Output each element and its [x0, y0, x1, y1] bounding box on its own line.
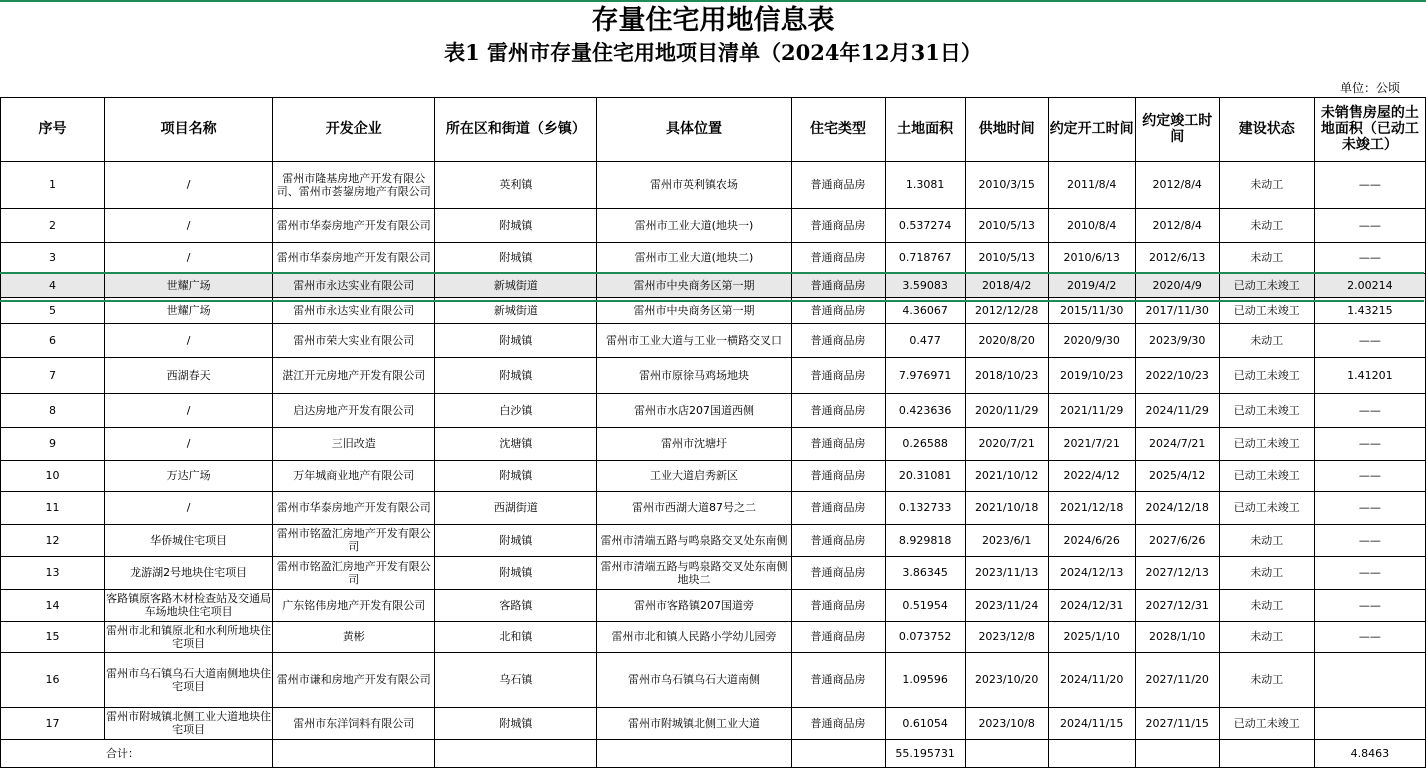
table-row: [1, 652, 1426, 707]
housing-type-cell[interactable]: 普通商品房: [791, 208, 885, 242]
unsold-area-cell[interactable]: [1314, 652, 1425, 707]
location-cell[interactable]: 雷州市附城镇北侧工业大道: [597, 707, 791, 739]
table-row: [1, 707, 1426, 739]
table-row: [1, 357, 1426, 393]
table-cell[interactable]: [791, 739, 885, 767]
construction-status-cell[interactable]: 已动工未竣工: [1219, 297, 1314, 323]
supply-date-cell[interactable]: 2018/10/23: [965, 357, 1048, 393]
header-cell[interactable]: 约定开工时间: [1048, 97, 1135, 161]
total-label[interactable]: 合计：: [1, 739, 273, 767]
district-cell[interactable]: 附城镇: [435, 242, 597, 273]
table-row: [1, 323, 1426, 357]
project-name-cell[interactable]: 万达广场: [105, 460, 273, 491]
row-number-cell[interactable]: 13: [1, 556, 105, 589]
project-name-cell[interactable]: 龙游湖2号地块住宅项目: [105, 556, 273, 589]
project-name-cell[interactable]: 雷州市乌石镇乌石大道南侧地块住宅项目: [105, 652, 273, 707]
district-cell[interactable]: 英利镇: [435, 161, 597, 208]
table-cell[interactable]: [273, 739, 435, 767]
row-number-cell[interactable]: 2: [1, 208, 105, 242]
start-date-cell[interactable]: 2021/12/18: [1048, 491, 1135, 524]
unsold-area-cell[interactable]: ——: [1314, 427, 1425, 460]
project-name-cell[interactable]: 西湖春天: [105, 357, 273, 393]
table-row: [1, 242, 1426, 273]
district-cell[interactable]: 附城镇: [435, 556, 597, 589]
land-area-cell[interactable]: 3.86345: [885, 556, 965, 589]
row-number-cell[interactable]: 7: [1, 357, 105, 393]
total-land-area[interactable]: 55.195731: [885, 739, 965, 767]
unit-row-cell: [1314, 79, 1425, 97]
location-cell[interactable]: 雷州市沈塘圩: [597, 427, 791, 460]
land-area-cell[interactable]: 0.51954: [885, 589, 965, 621]
page-subtitle: 表1 雷州市存量住宅用地项目清单（2024年12月31日）: [444, 40, 982, 65]
construction-status-cell[interactable]: 未动工: [1219, 161, 1314, 208]
unsold-area-cell[interactable]: ——: [1314, 524, 1425, 556]
location-cell[interactable]: 工业大道启秀新区: [597, 460, 791, 491]
completion-date-cell[interactable]: 2012/8/4: [1135, 208, 1219, 242]
construction-status-cell[interactable]: 未动工: [1219, 242, 1314, 273]
unsold-area-cell[interactable]: ——: [1314, 621, 1425, 652]
header-cell[interactable]: 建设状态: [1219, 97, 1314, 161]
location-cell[interactable]: 雷州市中央商务区第一期: [597, 273, 791, 297]
start-date-cell[interactable]: 2022/4/12: [1048, 460, 1135, 491]
supply-date-cell[interactable]: 2023/11/13: [965, 556, 1048, 589]
completion-date-cell[interactable]: 2025/4/12: [1135, 460, 1219, 491]
supply-date-cell[interactable]: 2023/6/1: [965, 524, 1048, 556]
housing-type-cell[interactable]: 普通商品房: [791, 621, 885, 652]
housing-type-cell[interactable]: 普通商品房: [791, 589, 885, 621]
housing-type-cell[interactable]: 普通商品房: [791, 242, 885, 273]
construction-status-cell[interactable]: 未动工: [1219, 621, 1314, 652]
row-number-cell[interactable]: 11: [1, 491, 105, 524]
unsold-area-cell[interactable]: ——: [1314, 242, 1425, 273]
supply-date-cell[interactable]: 2010/3/15: [965, 161, 1048, 208]
unit-row-cell: [1135, 79, 1219, 97]
developer-cell[interactable]: 雷州市永达实业有限公司: [273, 297, 435, 323]
table-body: [1, 161, 1426, 739]
developer-cell[interactable]: 启达房地产开发有限公司: [273, 393, 435, 427]
developer-cell[interactable]: 雷州市华泰房地产开发有限公司: [273, 208, 435, 242]
land-area-cell[interactable]: 0.26588: [885, 427, 965, 460]
supply-date-cell[interactable]: 2021/10/18: [965, 491, 1048, 524]
district-cell[interactable]: 附城镇: [435, 208, 597, 242]
header-cell[interactable]: 约定竣工时间: [1135, 97, 1219, 161]
row-number-cell[interactable]: 4: [1, 273, 105, 297]
start-date-cell[interactable]: 2019/4/2: [1048, 273, 1135, 297]
completion-date-cell[interactable]: 2012/8/4: [1135, 161, 1219, 208]
district-cell[interactable]: 附城镇: [435, 524, 597, 556]
unsold-area-cell[interactable]: 1.43215: [1314, 297, 1425, 323]
start-date-cell[interactable]: 2024/11/15: [1048, 707, 1135, 739]
completion-date-cell[interactable]: 2023/9/30: [1135, 323, 1219, 357]
construction-status-cell[interactable]: 未动工: [1219, 589, 1314, 621]
district-cell[interactable]: 附城镇: [435, 357, 597, 393]
unit-row-cell: [1, 79, 105, 97]
row-number-cell[interactable]: 10: [1, 460, 105, 491]
land-area-cell[interactable]: 3.59083: [885, 273, 965, 297]
row-number-cell[interactable]: 5: [1, 297, 105, 323]
location-cell[interactable]: 雷州市清端五路与鸣泉路交叉处东南侧: [597, 524, 791, 556]
supply-date-cell[interactable]: 2020/7/21: [965, 427, 1048, 460]
total-row: [1, 739, 1426, 767]
table-row: [1, 427, 1426, 460]
table-cell[interactable]: [965, 739, 1048, 767]
unsold-area-cell[interactable]: ——: [1314, 161, 1425, 208]
unit-row-cell: [273, 79, 435, 97]
district-cell[interactable]: 附城镇: [435, 323, 597, 357]
developer-cell[interactable]: 广东铭伟房地产开发有限公司: [273, 589, 435, 621]
construction-status-cell[interactable]: 未动工: [1219, 556, 1314, 589]
completion-date-cell[interactable]: 2027/6/26: [1135, 524, 1219, 556]
developer-cell[interactable]: 雷州市隆基房地产开发有限公司、雷州市荟鋆房地产有限公司: [273, 161, 435, 208]
supply-date-cell[interactable]: 2023/10/20: [965, 652, 1048, 707]
project-name-cell[interactable]: /: [105, 427, 273, 460]
land-area-cell[interactable]: 4.36067: [885, 297, 965, 323]
project-name-cell[interactable]: /: [105, 208, 273, 242]
row-number-cell[interactable]: 17: [1, 707, 105, 739]
table-cell[interactable]: [1048, 739, 1135, 767]
unsold-area-cell[interactable]: 1.41201: [1314, 357, 1425, 393]
unsold-area-cell[interactable]: ——: [1314, 589, 1425, 621]
unit-row-cell: [965, 79, 1048, 97]
housing-type-cell[interactable]: 普通商品房: [791, 323, 885, 357]
developer-cell[interactable]: 雷州市华泰房地产开发有限公司: [273, 491, 435, 524]
district-cell[interactable]: 新城街道: [435, 273, 597, 297]
supply-date-cell[interactable]: 2023/12/8: [965, 621, 1048, 652]
row-number-cell[interactable]: 15: [1, 621, 105, 652]
table-row: [1, 208, 1426, 242]
completion-date-cell[interactable]: 2012/6/13: [1135, 242, 1219, 273]
location-cell[interactable]: 雷州市原徐马鸡场地块: [597, 357, 791, 393]
district-cell[interactable]: 乌石镇: [435, 652, 597, 707]
row-number-cell[interactable]: 9: [1, 427, 105, 460]
developer-cell[interactable]: 雷州市荣大实业有限公司: [273, 323, 435, 357]
row-number-cell[interactable]: 14: [1, 589, 105, 621]
construction-status-cell[interactable]: 未动工: [1219, 524, 1314, 556]
table-row: [1, 273, 1426, 297]
project-name-cell[interactable]: 世耀广场: [105, 297, 273, 323]
developer-cell[interactable]: 湛江开元房地产开发有限公司: [273, 357, 435, 393]
supply-date-cell[interactable]: 2010/5/13: [965, 242, 1048, 273]
land-area-cell[interactable]: 0.423636: [885, 393, 965, 427]
construction-status-cell[interactable]: 已动工未竣工: [1219, 357, 1314, 393]
project-name-cell[interactable]: /: [105, 323, 273, 357]
table-cell[interactable]: [597, 739, 791, 767]
completion-date-cell[interactable]: 2024/7/21: [1135, 427, 1219, 460]
completion-date-cell[interactable]: 2027/11/15: [1135, 707, 1219, 739]
page-title: 存量住宅用地信息表: [591, 5, 835, 36]
developer-cell[interactable]: 雷州市铭盈汇房地产开发有限公司: [273, 524, 435, 556]
construction-status-cell[interactable]: 未动工: [1219, 652, 1314, 707]
location-cell[interactable]: 雷州市清端五路与鸣泉路交叉处东南侧地块二: [597, 556, 791, 589]
district-cell[interactable]: 沈塘镇: [435, 427, 597, 460]
developer-cell[interactable]: 三旧改造: [273, 427, 435, 460]
table-row: [1, 621, 1426, 652]
header-cell[interactable]: 开发企业: [273, 97, 435, 161]
housing-type-cell[interactable]: 普通商品房: [791, 652, 885, 707]
header-cell[interactable]: 所在区和街道（乡镇）: [435, 97, 597, 161]
project-name-cell[interactable]: /: [105, 393, 273, 427]
construction-status-cell[interactable]: 已动工未竣工: [1219, 393, 1314, 427]
table-row: [1, 161, 1426, 208]
construction-status-cell[interactable]: 已动工未竣工: [1219, 707, 1314, 739]
supply-date-cell[interactable]: 2020/11/29: [965, 393, 1048, 427]
developer-cell[interactable]: 雷州市铭盈汇房地产开发有限公司: [273, 556, 435, 589]
housing-type-cell[interactable]: 普通商品房: [791, 491, 885, 524]
completion-date-cell[interactable]: 2017/11/30: [1135, 297, 1219, 323]
construction-status-cell[interactable]: 已动工未竣工: [1219, 491, 1314, 524]
developer-cell[interactable]: 雷州市永达实业有限公司: [273, 273, 435, 297]
supply-date-cell[interactable]: 2023/11/24: [965, 589, 1048, 621]
data-table: [0, 79, 1426, 768]
land-area-cell[interactable]: 0.477: [885, 323, 965, 357]
header-cell[interactable]: 未销售房屋的土地面积（已动工未竣工）: [1314, 97, 1425, 161]
project-name-cell[interactable]: /: [105, 161, 273, 208]
location-cell[interactable]: 雷州市英利镇农场: [597, 161, 791, 208]
completion-date-cell[interactable]: 2027/12/13: [1135, 556, 1219, 589]
start-date-cell[interactable]: 2021/7/21: [1048, 427, 1135, 460]
project-name-cell[interactable]: 客路镇原客路木材检查站及交通局车场地块住宅项目: [105, 589, 273, 621]
housing-type-cell[interactable]: 普通商品房: [791, 161, 885, 208]
table-row: [1, 460, 1426, 491]
table-cell[interactable]: [435, 739, 597, 767]
construction-status-cell[interactable]: 已动工未竣工: [1219, 460, 1314, 491]
table-cell[interactable]: [1135, 739, 1219, 767]
housing-type-cell[interactable]: 普通商品房: [791, 707, 885, 739]
unit-row-cell: [791, 79, 885, 97]
start-date-cell[interactable]: 2019/10/23: [1048, 357, 1135, 393]
unsold-area-cell[interactable]: ——: [1314, 208, 1425, 242]
district-cell[interactable]: 西湖街道: [435, 491, 597, 524]
header-cell[interactable]: 具体位置: [597, 97, 791, 161]
developer-cell[interactable]: 雷州市谦和房地产开发有限公司: [273, 652, 435, 707]
start-date-cell[interactable]: 2024/6/26: [1048, 524, 1135, 556]
start-date-cell[interactable]: 2024/12/31: [1048, 589, 1135, 621]
developer-cell[interactable]: 雷州市东洋饲料有限公司: [273, 707, 435, 739]
unit-row-cell: [1219, 79, 1314, 97]
row-number-cell[interactable]: 8: [1, 393, 105, 427]
project-name-cell[interactable]: 雷州市附城镇北侧工业大道地块住宅项目: [105, 707, 273, 739]
unit-label: 单位：公顷: [1339, 81, 1400, 95]
unsold-area-cell[interactable]: ——: [1314, 491, 1425, 524]
land-area-cell[interactable]: 1.3081: [885, 161, 965, 208]
header-cell[interactable]: 供地时间: [965, 97, 1048, 161]
district-cell[interactable]: 白沙镇: [435, 393, 597, 427]
housing-type-cell[interactable]: 普通商品房: [791, 556, 885, 589]
housing-type-cell[interactable]: 普通商品房: [791, 460, 885, 491]
completion-date-cell[interactable]: 2028/1/10: [1135, 621, 1219, 652]
land-area-cell[interactable]: 20.31081: [885, 460, 965, 491]
developer-cell[interactable]: 雷州市华泰房地产开发有限公司: [273, 242, 435, 273]
developer-cell[interactable]: 万年城商业地产有限公司: [273, 460, 435, 491]
housing-type-cell[interactable]: 普通商品房: [791, 357, 885, 393]
row-number-cell[interactable]: 1: [1, 161, 105, 208]
row-number-cell[interactable]: 6: [1, 323, 105, 357]
construction-status-cell[interactable]: 已动工未竣工: [1219, 273, 1314, 297]
location-cell[interactable]: 雷州市中央商务区第一期: [597, 297, 791, 323]
header-cell[interactable]: 项目名称: [105, 97, 273, 161]
land-area-cell[interactable]: 7.976971: [885, 357, 965, 393]
location-cell[interactable]: 雷州市工业大道(地块一): [597, 208, 791, 242]
unit-row-cell: [1048, 79, 1135, 97]
start-date-cell[interactable]: 2015/11/30: [1048, 297, 1135, 323]
housing-type-cell[interactable]: 普通商品房: [791, 393, 885, 427]
row-number-cell[interactable]: 16: [1, 652, 105, 707]
header-cell[interactable]: 住宅类型: [791, 97, 885, 161]
supply-date-cell[interactable]: 2020/8/20: [965, 323, 1048, 357]
start-date-cell[interactable]: 2010/6/13: [1048, 242, 1135, 273]
table-row: [1, 524, 1426, 556]
start-date-cell[interactable]: 2024/11/20: [1048, 652, 1135, 707]
completion-date-cell[interactable]: 2027/12/31: [1135, 589, 1219, 621]
supply-date-cell[interactable]: 2012/12/28: [965, 297, 1048, 323]
housing-type-cell[interactable]: 普通商品房: [791, 427, 885, 460]
supply-date-cell[interactable]: 2021/10/12: [965, 460, 1048, 491]
project-name-cell[interactable]: /: [105, 242, 273, 273]
location-cell[interactable]: 雷州市工业大道(地块二): [597, 242, 791, 273]
start-date-cell[interactable]: 2010/8/4: [1048, 208, 1135, 242]
top-border-line: [0, 0, 1426, 2]
unsold-area-cell[interactable]: 2.00214: [1314, 273, 1425, 297]
project-name-cell[interactable]: 雷州市北和镇原北和水利所地块住宅项目: [105, 621, 273, 652]
table-row: [1, 491, 1426, 524]
unit-row-cell: [597, 79, 791, 97]
supply-date-cell[interactable]: 2023/10/8: [965, 707, 1048, 739]
land-area-cell[interactable]: 0.132733: [885, 491, 965, 524]
completion-date-cell[interactable]: 2024/11/29: [1135, 393, 1219, 427]
project-name-cell[interactable]: 华侨城住宅项目: [105, 524, 273, 556]
header-row: [1, 97, 1426, 161]
start-date-cell[interactable]: 2020/9/30: [1048, 323, 1135, 357]
table-row: [1, 393, 1426, 427]
land-area-cell[interactable]: 0.537274: [885, 208, 965, 242]
header-cell[interactable]: 序号: [1, 97, 105, 161]
construction-status-cell[interactable]: 未动工: [1219, 208, 1314, 242]
table-cell[interactable]: [1219, 739, 1314, 767]
district-cell[interactable]: 附城镇: [435, 460, 597, 491]
location-cell[interactable]: 雷州市西湖大道87号之二: [597, 491, 791, 524]
unit-row-cell: [105, 79, 273, 97]
district-cell[interactable]: 新城街道: [435, 297, 597, 323]
start-date-cell[interactable]: 2024/12/13: [1048, 556, 1135, 589]
completion-date-cell[interactable]: 2024/12/18: [1135, 491, 1219, 524]
location-cell[interactable]: 雷州市水店207国道西侧: [597, 393, 791, 427]
land-area-cell[interactable]: 0.61054: [885, 707, 965, 739]
housing-type-cell[interactable]: 普通商品房: [791, 273, 885, 297]
table-row: [1, 589, 1426, 621]
start-date-cell[interactable]: 2021/11/29: [1048, 393, 1135, 427]
land-area-cell[interactable]: 0.718767: [885, 242, 965, 273]
supply-date-cell[interactable]: 2010/5/13: [965, 208, 1048, 242]
developer-cell[interactable]: 黄彬: [273, 621, 435, 652]
district-cell[interactable]: 附城镇: [435, 707, 597, 739]
construction-status-cell[interactable]: 未动工: [1219, 323, 1314, 357]
housing-type-cell[interactable]: 普通商品房: [791, 524, 885, 556]
completion-date-cell[interactable]: 2020/4/9: [1135, 273, 1219, 297]
project-name-cell[interactable]: 世耀广场: [105, 273, 273, 297]
district-cell[interactable]: 客路镇: [435, 589, 597, 621]
supply-date-cell[interactable]: 2018/4/2: [965, 273, 1048, 297]
table-row: [1, 297, 1426, 323]
row-number-cell[interactable]: 12: [1, 524, 105, 556]
unsold-area-cell[interactable]: [1314, 707, 1425, 739]
land-area-cell[interactable]: 1.09596: [885, 652, 965, 707]
start-date-cell[interactable]: 2025/1/10: [1048, 621, 1135, 652]
district-cell[interactable]: 北和镇: [435, 621, 597, 652]
start-date-cell[interactable]: 2011/8/4: [1048, 161, 1135, 208]
header-cell[interactable]: 土地面积: [885, 97, 965, 161]
housing-type-cell[interactable]: 普通商品房: [791, 297, 885, 323]
completion-date-cell[interactable]: 2027/11/20: [1135, 652, 1219, 707]
table-row: [1, 556, 1426, 589]
row-number-cell[interactable]: 3: [1, 242, 105, 273]
location-cell[interactable]: 雷州市工业大道与工业一横路交叉口: [597, 323, 791, 357]
land-area-cell[interactable]: 0.073752: [885, 621, 965, 652]
unsold-area-cell[interactable]: ——: [1314, 556, 1425, 589]
unsold-area-cell[interactable]: ——: [1314, 460, 1425, 491]
project-name-cell[interactable]: /: [105, 491, 273, 524]
land-area-cell[interactable]: 8.929818: [885, 524, 965, 556]
location-cell[interactable]: 雷州市北和镇人民路小学幼儿园旁: [597, 621, 791, 652]
total-unsold-area[interactable]: 4.8463: [1314, 739, 1425, 767]
unsold-area-cell[interactable]: ——: [1314, 393, 1425, 427]
construction-status-cell[interactable]: 已动工未竣工: [1219, 427, 1314, 460]
unsold-area-cell[interactable]: ——: [1314, 323, 1425, 357]
unit-row-cell: [885, 79, 965, 97]
location-cell[interactable]: 雷州市客路镇207国道旁: [597, 589, 791, 621]
unit-row-cell: [435, 79, 597, 97]
location-cell[interactable]: 雷州市乌石镇乌石大道南侧: [597, 652, 791, 707]
completion-date-cell[interactable]: 2022/10/23: [1135, 357, 1219, 393]
